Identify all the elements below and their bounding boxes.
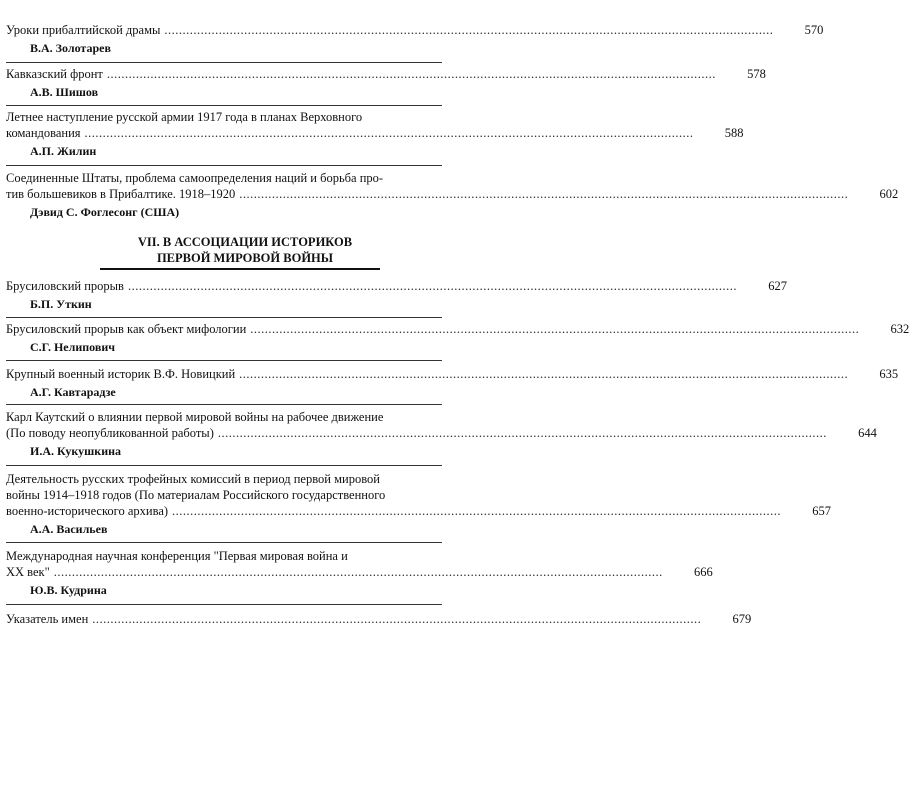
entry-title: командования bbox=[6, 126, 81, 140]
divider bbox=[6, 105, 442, 106]
toc-entry bbox=[6, 321, 910, 355]
divider bbox=[6, 404, 442, 405]
toc-line bbox=[6, 321, 910, 337]
entry-title: Кавказский фронт bbox=[6, 67, 103, 81]
leader-dots: ........................................................................................................................................................................ bbox=[172, 504, 782, 518]
entry-author: В.А. Золотарев bbox=[30, 41, 111, 55]
page-number: 627 bbox=[768, 279, 787, 293]
leader-dots: ........................................................................................................................................................................ bbox=[239, 187, 849, 201]
toc-entry bbox=[6, 471, 832, 537]
divider bbox=[6, 465, 442, 466]
section-heading bbox=[100, 234, 390, 266]
entry-title: войны 1914–1918 годов (По материалам Российского государственного bbox=[6, 488, 386, 502]
toc-line bbox=[6, 564, 713, 580]
entry-title: Уроки прибалтийской драмы bbox=[6, 23, 161, 37]
page-number: 588 bbox=[724, 126, 744, 140]
page-number: 666 bbox=[693, 565, 713, 579]
entry-author: А.А. Васильев bbox=[30, 522, 108, 536]
leader-dots: ........................................................................................................................................................................ bbox=[239, 367, 849, 381]
leader-dots: ........................................................................................................................................................................ bbox=[127, 279, 737, 293]
entry-title: Указатель имен bbox=[6, 612, 89, 626]
toc-line bbox=[6, 22, 824, 38]
page-number: 635 bbox=[879, 367, 899, 381]
toc-line bbox=[6, 611, 752, 627]
entry-title: тив большевиков в Прибалтике. 1918–1920 bbox=[6, 187, 236, 201]
entry-title: военно-исторического архива) bbox=[6, 504, 169, 518]
entry-author: Ю.В. Кудрина bbox=[30, 583, 107, 597]
entry-title: Соединенные Штаты, проблема самоопределения наций и борьба про- bbox=[6, 171, 384, 185]
page-number: 644 bbox=[858, 426, 877, 440]
entry-author: А.Г. Кавтарадзе bbox=[30, 385, 116, 399]
page-number: 570 bbox=[804, 23, 824, 37]
entry-title: Брусиловский прорыв bbox=[6, 279, 124, 293]
divider bbox=[6, 604, 442, 605]
page-number: 578 bbox=[747, 67, 766, 81]
leader-dots: ........................................................................................................................................................................ bbox=[106, 67, 716, 81]
toc-entry bbox=[6, 170, 899, 220]
entry-author: И.А. Кукушкина bbox=[30, 444, 122, 458]
divider bbox=[6, 317, 442, 318]
entry-title: Летнее наступление русской армии 1917 года в планах Верховного bbox=[6, 110, 363, 124]
toc-entry bbox=[6, 611, 752, 627]
entry-author: А.П. Жилин bbox=[30, 144, 97, 158]
page-number: 657 bbox=[812, 504, 832, 518]
leader-dots: ........................................................................................................................................................................ bbox=[84, 126, 694, 140]
section-underline bbox=[100, 268, 380, 270]
toc-entry bbox=[6, 366, 899, 400]
entry-title: Международная научная конференция "Первая мировая война и bbox=[6, 549, 348, 563]
entry-title: XX век" bbox=[6, 565, 50, 579]
entry-title: Карл Каутский о влиянии первой мировой войны на рабочее движение bbox=[6, 410, 384, 424]
leader-dots: ........................................................................................................................................................................ bbox=[92, 612, 702, 626]
toc-line bbox=[6, 278, 787, 294]
divider bbox=[6, 360, 442, 361]
leader-dots: ........................................................................................................................................................................ bbox=[164, 23, 774, 37]
toc-entry bbox=[6, 109, 744, 159]
section-heading-line2: ПЕРВОЙ МИРОВОЙ ВОЙНЫ bbox=[156, 251, 334, 265]
page-number: 602 bbox=[879, 187, 899, 201]
entry-title: Брусиловский прорыв как объект мифологии bbox=[6, 322, 247, 336]
page-number: 632 bbox=[890, 322, 910, 336]
entry-author: Б.П. Уткин bbox=[30, 297, 92, 311]
entry-title: Крупный военный историк В.Ф. Новицкий bbox=[6, 367, 236, 381]
entry-author: С.Г. Нелипович bbox=[30, 340, 116, 354]
toc-line bbox=[6, 125, 744, 141]
leader-dots: ........................................................................................................................................................................ bbox=[217, 426, 827, 440]
toc-entry bbox=[6, 66, 766, 100]
entry-title: Деятельность русских трофейных комиссий в период первой мировой bbox=[6, 472, 380, 486]
toc-line bbox=[6, 503, 832, 519]
divider bbox=[6, 165, 442, 166]
toc-line bbox=[6, 66, 766, 82]
toc-entry bbox=[6, 22, 824, 56]
leader-dots: ........................................................................................................................................................................ bbox=[250, 322, 860, 336]
toc-entry bbox=[6, 548, 713, 598]
toc-line bbox=[6, 366, 899, 382]
leader-dots: ........................................................................................................................................................................ bbox=[53, 565, 663, 579]
divider bbox=[6, 542, 442, 543]
entry-author: А.В. Шишов bbox=[30, 85, 99, 99]
entry-title: (По поводу неопубликованной работы) bbox=[6, 426, 214, 440]
divider bbox=[6, 62, 442, 63]
page-number: 679 bbox=[732, 612, 752, 626]
toc-entry bbox=[6, 278, 787, 312]
toc-line bbox=[6, 425, 877, 441]
toc-line bbox=[6, 186, 899, 202]
section-heading-line1: VII. В АССОЦИАЦИИ ИСТОРИКОВ bbox=[137, 235, 353, 249]
toc-entry bbox=[6, 409, 877, 459]
entry-author: Дэвид С. Фоглесонг (США) bbox=[30, 205, 180, 219]
